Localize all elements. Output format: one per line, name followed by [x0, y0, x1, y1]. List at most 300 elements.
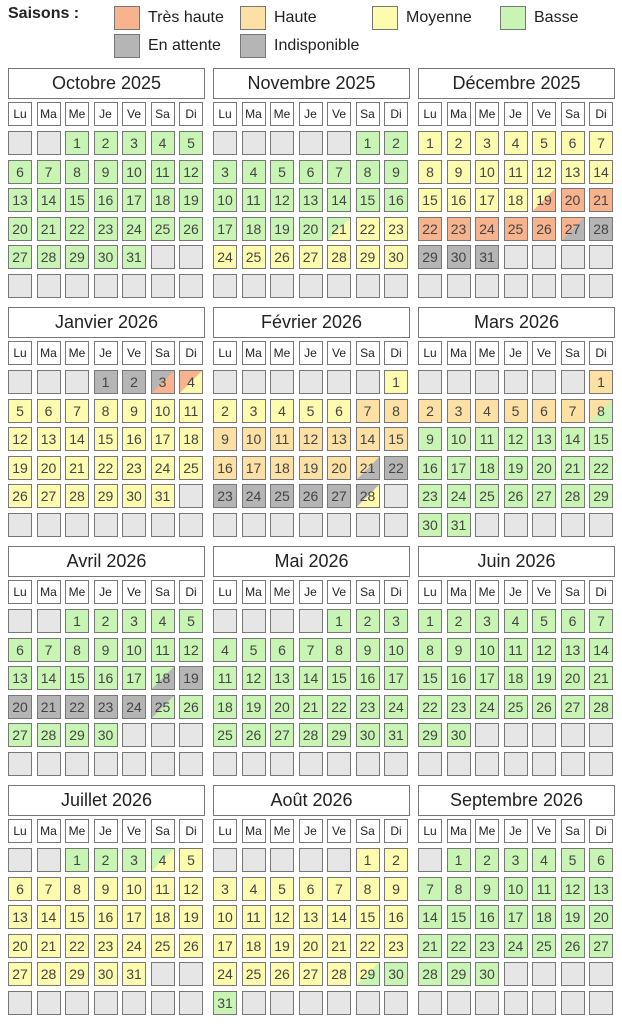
day-cell[interactable]: 23 — [94, 217, 118, 241]
day-cell[interactable]: 24 — [122, 934, 146, 958]
day-cell[interactable]: 27 — [270, 723, 294, 747]
day-cell[interactable]: 3 — [242, 399, 266, 423]
day-cell[interactable]: 21 — [589, 666, 613, 690]
day-cell[interactable]: 25 — [179, 456, 203, 480]
day-cell[interactable]: 18 — [504, 188, 528, 212]
day-cell[interactable]: 9 — [447, 160, 471, 184]
day-cell[interactable]: 14 — [65, 427, 89, 451]
day-cell[interactable]: 25 — [504, 217, 528, 241]
day-cell[interactable]: 30 — [94, 245, 118, 269]
day-cell[interactable]: 12 — [179, 877, 203, 901]
day-cell[interactable]: 15 — [94, 427, 118, 451]
day-cell[interactable]: 20 — [299, 217, 323, 241]
day-cell[interactable]: 4 — [532, 848, 556, 872]
day-cell[interactable]: 18 — [532, 905, 556, 929]
day-cell[interactable]: 19 — [179, 905, 203, 929]
day-cell[interactable]: 15 — [447, 905, 471, 929]
day-cell[interactable]: 5 — [179, 609, 203, 633]
day-cell[interactable]: 28 — [65, 484, 89, 508]
day-cell[interactable]: 28 — [561, 484, 585, 508]
day-cell[interactable]: 3 — [504, 848, 528, 872]
day-cell[interactable]: 29 — [356, 245, 380, 269]
day-cell[interactable]: 16 — [447, 666, 471, 690]
day-cell[interactable]: 23 — [418, 484, 442, 508]
day-cell[interactable]: 3 — [213, 877, 237, 901]
day-cell[interactable]: 26 — [504, 484, 528, 508]
day-cell[interactable]: 29 — [418, 723, 442, 747]
day-cell[interactable]: 9 — [418, 427, 442, 451]
day-cell[interactable]: 11 — [242, 188, 266, 212]
day-cell[interactable]: 4 — [270, 399, 294, 423]
day-cell[interactable]: 29 — [65, 723, 89, 747]
day-cell[interactable]: 17 — [384, 666, 408, 690]
day-cell[interactable]: 26 — [179, 934, 203, 958]
day-cell[interactable]: 10 — [213, 188, 237, 212]
day-cell[interactable]: 28 — [327, 962, 351, 986]
day-cell[interactable]: 22 — [356, 217, 380, 241]
day-cell[interactable]: 7 — [589, 609, 613, 633]
day-cell[interactable]: 14 — [327, 905, 351, 929]
day-cell[interactable]: 5 — [8, 399, 32, 423]
day-cell[interactable]: 3 — [447, 399, 471, 423]
day-cell[interactable]: 2 — [475, 848, 499, 872]
day-cell[interactable]: 1 — [418, 609, 442, 633]
day-cell[interactable]: 24 — [242, 484, 266, 508]
day-cell[interactable]: 1 — [327, 609, 351, 633]
day-cell[interactable]: 3 — [122, 131, 146, 155]
day-cell[interactable]: 11 — [151, 638, 175, 662]
day-cell[interactable]: 6 — [299, 877, 323, 901]
day-cell[interactable]: 7 — [418, 877, 442, 901]
day-cell[interactable]: 24 — [213, 245, 237, 269]
day-cell[interactable]: 3 — [122, 848, 146, 872]
day-cell[interactable]: 15 — [327, 666, 351, 690]
day-cell[interactable]: 19 — [532, 666, 556, 690]
day-cell[interactable]: 24 — [447, 484, 471, 508]
day-cell[interactable]: 8 — [327, 638, 351, 662]
day-cell[interactable]: 20 — [561, 188, 585, 212]
day-cell[interactable]: 23 — [356, 695, 380, 719]
day-cell[interactable]: 12 — [8, 427, 32, 451]
day-cell[interactable]: 25 — [242, 962, 266, 986]
day-cell[interactable]: 20 — [561, 666, 585, 690]
day-cell[interactable]: 27 — [8, 245, 32, 269]
day-cell[interactable]: 7 — [327, 160, 351, 184]
day-cell[interactable]: 2 — [213, 399, 237, 423]
day-cell[interactable]: 22 — [65, 217, 89, 241]
day-cell[interactable]: 10 — [122, 160, 146, 184]
day-cell[interactable]: 7 — [589, 131, 613, 155]
day-cell[interactable]: 9 — [384, 160, 408, 184]
day-cell[interactable]: 5 — [179, 848, 203, 872]
day-cell[interactable]: 22 — [65, 695, 89, 719]
day-cell[interactable]: 8 — [589, 399, 613, 423]
day-cell[interactable]: 22 — [418, 217, 442, 241]
day-cell[interactable]: 14 — [356, 427, 380, 451]
day-cell[interactable]: 21 — [327, 934, 351, 958]
day-cell[interactable]: 18 — [242, 217, 266, 241]
day-cell[interactable]: 6 — [8, 160, 32, 184]
day-cell[interactable]: 15 — [65, 666, 89, 690]
day-cell[interactable]: 21 — [37, 934, 61, 958]
day-cell[interactable]: 16 — [447, 188, 471, 212]
day-cell[interactable]: 17 — [475, 188, 499, 212]
day-cell[interactable]: 4 — [504, 609, 528, 633]
day-cell[interactable]: 25 — [475, 484, 499, 508]
day-cell[interactable]: 7 — [37, 160, 61, 184]
day-cell[interactable]: 29 — [447, 962, 471, 986]
day-cell[interactable]: 2 — [384, 848, 408, 872]
day-cell[interactable]: 27 — [327, 484, 351, 508]
day-cell[interactable]: 29 — [327, 723, 351, 747]
day-cell[interactable]: 2 — [447, 609, 471, 633]
day-cell[interactable]: 14 — [589, 638, 613, 662]
day-cell[interactable]: 19 — [532, 188, 556, 212]
day-cell[interactable]: 16 — [213, 456, 237, 480]
day-cell[interactable]: 25 — [532, 934, 556, 958]
day-cell[interactable]: 24 — [475, 695, 499, 719]
day-cell[interactable]: 1 — [384, 370, 408, 394]
day-cell[interactable]: 8 — [356, 877, 380, 901]
day-cell[interactable]: 18 — [270, 456, 294, 480]
day-cell[interactable]: 10 — [475, 160, 499, 184]
day-cell[interactable]: 26 — [8, 484, 32, 508]
day-cell[interactable]: 5 — [299, 399, 323, 423]
day-cell[interactable]: 22 — [65, 934, 89, 958]
day-cell[interactable]: 2 — [447, 131, 471, 155]
day-cell[interactable]: 14 — [299, 666, 323, 690]
day-cell[interactable]: 6 — [532, 399, 556, 423]
day-cell[interactable]: 26 — [270, 962, 294, 986]
day-cell[interactable]: 15 — [65, 188, 89, 212]
day-cell[interactable]: 26 — [532, 695, 556, 719]
day-cell[interactable]: 10 — [242, 427, 266, 451]
day-cell[interactable]: 7 — [37, 638, 61, 662]
day-cell[interactable]: 26 — [179, 695, 203, 719]
day-cell[interactable]: 1 — [94, 370, 118, 394]
day-cell[interactable]: 16 — [94, 188, 118, 212]
day-cell[interactable]: 18 — [504, 666, 528, 690]
day-cell[interactable]: 24 — [213, 962, 237, 986]
day-cell[interactable]: 19 — [8, 456, 32, 480]
day-cell[interactable]: 1 — [418, 131, 442, 155]
day-cell[interactable]: 19 — [242, 695, 266, 719]
day-cell[interactable]: 3 — [475, 131, 499, 155]
day-cell[interactable]: 2 — [384, 131, 408, 155]
day-cell[interactable]: 27 — [37, 484, 61, 508]
day-cell[interactable]: 9 — [447, 638, 471, 662]
day-cell[interactable]: 12 — [504, 427, 528, 451]
day-cell[interactable]: 26 — [270, 245, 294, 269]
day-cell[interactable]: 11 — [242, 905, 266, 929]
day-cell[interactable]: 8 — [65, 638, 89, 662]
day-cell[interactable]: 8 — [447, 877, 471, 901]
day-cell[interactable]: 20 — [37, 456, 61, 480]
day-cell[interactable]: 15 — [356, 905, 380, 929]
day-cell[interactable]: 13 — [561, 160, 585, 184]
day-cell[interactable]: 15 — [589, 427, 613, 451]
day-cell[interactable]: 6 — [8, 877, 32, 901]
day-cell[interactable]: 24 — [122, 217, 146, 241]
day-cell[interactable]: 14 — [418, 905, 442, 929]
day-cell[interactable]: 7 — [356, 399, 380, 423]
day-cell[interactable]: 3 — [384, 609, 408, 633]
day-cell[interactable]: 13 — [37, 427, 61, 451]
day-cell[interactable]: 28 — [589, 695, 613, 719]
day-cell[interactable]: 1 — [65, 131, 89, 155]
day-cell[interactable]: 25 — [151, 217, 175, 241]
day-cell[interactable]: 6 — [561, 609, 585, 633]
day-cell[interactable]: 23 — [213, 484, 237, 508]
day-cell[interactable]: 19 — [504, 456, 528, 480]
day-cell[interactable]: 28 — [37, 245, 61, 269]
day-cell[interactable]: 13 — [299, 905, 323, 929]
day-cell[interactable]: 20 — [299, 934, 323, 958]
day-cell[interactable]: 14 — [37, 905, 61, 929]
day-cell[interactable]: 18 — [213, 695, 237, 719]
day-cell[interactable]: 26 — [242, 723, 266, 747]
day-cell[interactable]: 18 — [151, 666, 175, 690]
day-cell[interactable]: 12 — [532, 638, 556, 662]
day-cell[interactable]: 8 — [65, 160, 89, 184]
day-cell[interactable]: 18 — [151, 188, 175, 212]
day-cell[interactable]: 27 — [561, 217, 585, 241]
day-cell[interactable]: 17 — [122, 188, 146, 212]
day-cell[interactable]: 19 — [270, 217, 294, 241]
day-cell[interactable]: 22 — [418, 695, 442, 719]
day-cell[interactable]: 14 — [589, 160, 613, 184]
day-cell[interactable]: 19 — [179, 666, 203, 690]
day-cell[interactable]: 25 — [213, 723, 237, 747]
day-cell[interactable]: 13 — [532, 427, 556, 451]
day-cell[interactable]: 27 — [561, 695, 585, 719]
day-cell[interactable]: 30 — [94, 962, 118, 986]
day-cell[interactable]: 9 — [384, 877, 408, 901]
day-cell[interactable]: 2 — [418, 399, 442, 423]
day-cell[interactable]: 30 — [94, 723, 118, 747]
day-cell[interactable]: 1 — [65, 609, 89, 633]
day-cell[interactable]: 16 — [384, 905, 408, 929]
day-cell[interactable]: 30 — [384, 962, 408, 986]
day-cell[interactable]: 11 — [151, 877, 175, 901]
day-cell[interactable]: 4 — [179, 370, 203, 394]
day-cell[interactable]: 7 — [37, 877, 61, 901]
day-cell[interactable]: 20 — [8, 934, 32, 958]
day-cell[interactable]: 21 — [418, 934, 442, 958]
day-cell[interactable]: 20 — [327, 456, 351, 480]
day-cell[interactable]: 23 — [122, 456, 146, 480]
day-cell[interactable]: 4 — [151, 131, 175, 155]
day-cell[interactable]: 23 — [447, 695, 471, 719]
day-cell[interactable]: 30 — [418, 513, 442, 537]
day-cell[interactable]: 5 — [504, 399, 528, 423]
day-cell[interactable]: 26 — [299, 484, 323, 508]
day-cell[interactable]: 21 — [299, 695, 323, 719]
day-cell[interactable]: 20 — [589, 905, 613, 929]
day-cell[interactable]: 11 — [475, 427, 499, 451]
day-cell[interactable]: 6 — [37, 399, 61, 423]
day-cell[interactable]: 31 — [213, 991, 237, 1015]
day-cell[interactable]: 25 — [151, 695, 175, 719]
day-cell[interactable]: 29 — [65, 962, 89, 986]
day-cell[interactable]: 2 — [94, 131, 118, 155]
day-cell[interactable]: 31 — [447, 513, 471, 537]
day-cell[interactable]: 11 — [532, 877, 556, 901]
day-cell[interactable]: 23 — [447, 217, 471, 241]
day-cell[interactable]: 8 — [384, 399, 408, 423]
day-cell[interactable]: 9 — [94, 877, 118, 901]
day-cell[interactable]: 26 — [532, 217, 556, 241]
day-cell[interactable]: 18 — [151, 905, 175, 929]
day-cell[interactable]: 27 — [532, 484, 556, 508]
day-cell[interactable]: 20 — [270, 695, 294, 719]
day-cell[interactable]: 3 — [122, 609, 146, 633]
day-cell[interactable]: 9 — [94, 160, 118, 184]
day-cell[interactable]: 11 — [504, 638, 528, 662]
day-cell[interactable]: 25 — [270, 484, 294, 508]
day-cell[interactable]: 17 — [122, 666, 146, 690]
day-cell[interactable]: 25 — [242, 245, 266, 269]
day-cell[interactable]: 6 — [327, 399, 351, 423]
day-cell[interactable]: 31 — [122, 245, 146, 269]
day-cell[interactable]: 2 — [122, 370, 146, 394]
day-cell[interactable]: 28 — [356, 484, 380, 508]
day-cell[interactable]: 22 — [94, 456, 118, 480]
day-cell[interactable]: 24 — [384, 695, 408, 719]
day-cell[interactable]: 27 — [299, 245, 323, 269]
day-cell[interactable]: 29 — [65, 245, 89, 269]
day-cell[interactable]: 22 — [356, 934, 380, 958]
day-cell[interactable]: 6 — [589, 848, 613, 872]
day-cell[interactable]: 16 — [94, 905, 118, 929]
day-cell[interactable]: 12 — [242, 666, 266, 690]
day-cell[interactable]: 13 — [299, 188, 323, 212]
day-cell[interactable]: 30 — [356, 723, 380, 747]
day-cell[interactable]: 23 — [94, 934, 118, 958]
day-cell[interactable]: 11 — [504, 160, 528, 184]
day-cell[interactable]: 10 — [504, 877, 528, 901]
day-cell[interactable]: 8 — [65, 877, 89, 901]
day-cell[interactable]: 11 — [270, 427, 294, 451]
day-cell[interactable]: 9 — [213, 427, 237, 451]
day-cell[interactable]: 22 — [589, 456, 613, 480]
day-cell[interactable]: 24 — [122, 695, 146, 719]
day-cell[interactable]: 24 — [504, 934, 528, 958]
day-cell[interactable]: 10 — [151, 399, 175, 423]
day-cell[interactable]: 5 — [561, 848, 585, 872]
day-cell[interactable]: 3 — [151, 370, 175, 394]
day-cell[interactable]: 5 — [532, 609, 556, 633]
day-cell[interactable]: 23 — [384, 217, 408, 241]
day-cell[interactable]: 18 — [242, 934, 266, 958]
day-cell[interactable]: 5 — [270, 877, 294, 901]
day-cell[interactable]: 6 — [8, 638, 32, 662]
day-cell[interactable]: 6 — [270, 638, 294, 662]
day-cell[interactable]: 10 — [447, 427, 471, 451]
day-cell[interactable]: 10 — [122, 877, 146, 901]
day-cell[interactable]: 14 — [37, 666, 61, 690]
day-cell[interactable]: 4 — [242, 877, 266, 901]
day-cell[interactable]: 21 — [37, 217, 61, 241]
day-cell[interactable]: 28 — [37, 723, 61, 747]
day-cell[interactable]: 24 — [475, 217, 499, 241]
day-cell[interactable]: 11 — [151, 160, 175, 184]
day-cell[interactable]: 5 — [242, 638, 266, 662]
day-cell[interactable]: 9 — [122, 399, 146, 423]
day-cell[interactable]: 24 — [151, 456, 175, 480]
day-cell[interactable]: 31 — [151, 484, 175, 508]
day-cell[interactable]: 19 — [561, 905, 585, 929]
day-cell[interactable]: 21 — [561, 456, 585, 480]
day-cell[interactable]: 13 — [561, 638, 585, 662]
day-cell[interactable]: 25 — [504, 695, 528, 719]
day-cell[interactable]: 3 — [213, 160, 237, 184]
day-cell[interactable]: 2 — [356, 609, 380, 633]
day-cell[interactable]: 29 — [418, 245, 442, 269]
day-cell[interactable]: 21 — [37, 695, 61, 719]
day-cell[interactable]: 2 — [94, 609, 118, 633]
day-cell[interactable]: 7 — [65, 399, 89, 423]
day-cell[interactable]: 17 — [151, 427, 175, 451]
day-cell[interactable]: 16 — [356, 666, 380, 690]
day-cell[interactable]: 14 — [37, 188, 61, 212]
day-cell[interactable]: 28 — [37, 962, 61, 986]
day-cell[interactable]: 23 — [475, 934, 499, 958]
day-cell[interactable]: 21 — [589, 188, 613, 212]
day-cell[interactable]: 8 — [94, 399, 118, 423]
day-cell[interactable]: 4 — [504, 131, 528, 155]
day-cell[interactable]: 16 — [475, 905, 499, 929]
day-cell[interactable]: 1 — [356, 848, 380, 872]
day-cell[interactable]: 22 — [327, 695, 351, 719]
day-cell[interactable]: 27 — [589, 934, 613, 958]
day-cell[interactable]: 25 — [151, 934, 175, 958]
day-cell[interactable]: 10 — [213, 905, 237, 929]
day-cell[interactable]: 28 — [589, 217, 613, 241]
day-cell[interactable]: 12 — [270, 905, 294, 929]
day-cell[interactable]: 1 — [356, 131, 380, 155]
day-cell[interactable]: 6 — [561, 131, 585, 155]
day-cell[interactable]: 18 — [475, 456, 499, 480]
day-cell[interactable]: 13 — [589, 877, 613, 901]
day-cell[interactable]: 14 — [561, 427, 585, 451]
day-cell[interactable]: 15 — [65, 905, 89, 929]
day-cell[interactable]: 17 — [213, 217, 237, 241]
day-cell[interactable]: 16 — [418, 456, 442, 480]
day-cell[interactable]: 4 — [475, 399, 499, 423]
day-cell[interactable]: 12 — [299, 427, 323, 451]
day-cell[interactable]: 20 — [8, 217, 32, 241]
day-cell[interactable]: 12 — [179, 638, 203, 662]
day-cell[interactable]: 7 — [327, 877, 351, 901]
day-cell[interactable]: 13 — [8, 905, 32, 929]
day-cell[interactable]: 1 — [447, 848, 471, 872]
day-cell[interactable]: 5 — [179, 131, 203, 155]
day-cell[interactable]: 15 — [384, 427, 408, 451]
day-cell[interactable]: 27 — [299, 962, 323, 986]
day-cell[interactable]: 2 — [94, 848, 118, 872]
day-cell[interactable]: 20 — [8, 695, 32, 719]
day-cell[interactable]: 19 — [270, 934, 294, 958]
day-cell[interactable]: 12 — [532, 160, 556, 184]
day-cell[interactable]: 18 — [179, 427, 203, 451]
day-cell[interactable]: 31 — [122, 962, 146, 986]
day-cell[interactable]: 28 — [299, 723, 323, 747]
day-cell[interactable]: 23 — [94, 695, 118, 719]
day-cell[interactable]: 27 — [8, 723, 32, 747]
day-cell[interactable]: 5 — [532, 131, 556, 155]
day-cell[interactable]: 30 — [122, 484, 146, 508]
